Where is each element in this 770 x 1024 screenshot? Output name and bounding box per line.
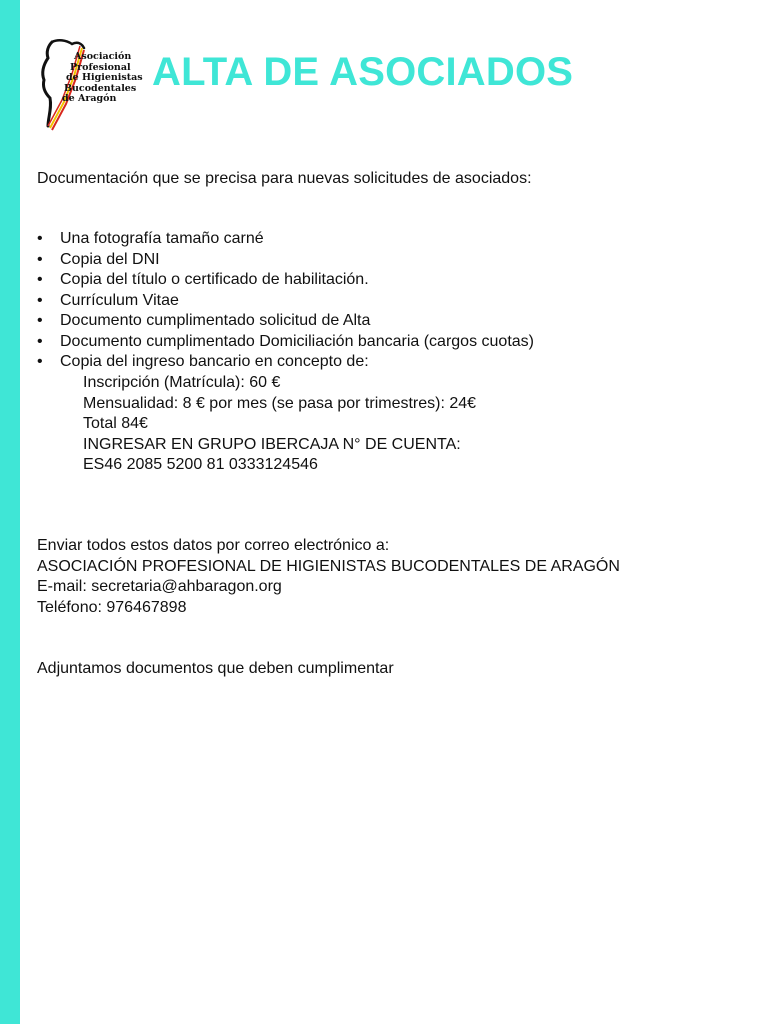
- logo-text-line: Profesional: [70, 61, 131, 73]
- list-item-label: Currículum Vitae: [60, 291, 179, 309]
- list-item: [37, 352, 534, 373]
- list-item-label: Documento cumplimentado solicitud de Alta: [60, 312, 371, 329]
- contact-block: [37, 536, 620, 618]
- bullet: •: [37, 332, 43, 350]
- organization-name: ASOCIACIÓN PROFESIONAL DE HIGIENISTAS BUCODENTALES DE ARAGÓN: [37, 557, 620, 575]
- documents-list: [37, 229, 534, 373]
- registration-fee: Inscripción (Matrícula): 60 €: [83, 374, 281, 391]
- list-item-label: Copia del DNI: [60, 250, 160, 268]
- intro-text: Documentación que se precisa para nuevas solicitudes de asociados:: [37, 170, 532, 187]
- attachments-note: Adjuntamos documentos que deben cumplimentar: [37, 660, 394, 677]
- account-number: ES46 2085 5200 81 0333124546: [83, 456, 318, 473]
- logo-text-line: de Higienistas: [66, 72, 143, 83]
- logo-text-line: Asociación: [74, 51, 132, 62]
- list-item-label: Documento cumplimentado Domiciliación bancaria (cargos cuotas): [60, 332, 534, 350]
- list-item-label: Una fotografía tamaño carné: [60, 230, 264, 247]
- contact-intro: Enviar todos estos datos por correo electrónico a:: [37, 537, 390, 554]
- monthly-fee: Mensualidad: 8 € por mes (se pasa por trimestres): 24€: [83, 394, 477, 412]
- bullet: •: [37, 271, 43, 288]
- contact-phone: Teléfono: 976467898: [37, 598, 187, 616]
- list-item: [37, 250, 534, 271]
- bullet: •: [37, 353, 43, 370]
- page-title: ALTA DE ASOCIADOS: [152, 50, 574, 94]
- list-item: [37, 291, 534, 312]
- bullet: •: [37, 291, 43, 309]
- list-item: [37, 229, 534, 250]
- list-item: [37, 311, 534, 332]
- list-item-label: Copia del ingreso bancario en concepto de:: [60, 353, 369, 370]
- payment-details: [83, 373, 476, 476]
- logo-text-line: Bucodentales: [64, 82, 137, 94]
- total-amount: Total 84€: [83, 415, 148, 432]
- list-item-label: Copia del título o certificado de habilitación.: [60, 271, 369, 288]
- logo-text-line: de Aragón: [62, 93, 117, 104]
- bank-instruction: INGRESAR EN GRUPO IBERCAJA N° DE CUENTA:: [83, 435, 461, 453]
- side-accent-bar: [0, 0, 20, 1024]
- bullet: •: [37, 230, 43, 247]
- association-logo: [38, 36, 148, 131]
- bullet: •: [37, 250, 43, 268]
- contact-email: E-mail: secretaria@ahbaragon.org: [37, 578, 282, 595]
- bullet: •: [37, 312, 43, 329]
- list-item: [37, 270, 534, 291]
- list-item: [37, 332, 534, 353]
